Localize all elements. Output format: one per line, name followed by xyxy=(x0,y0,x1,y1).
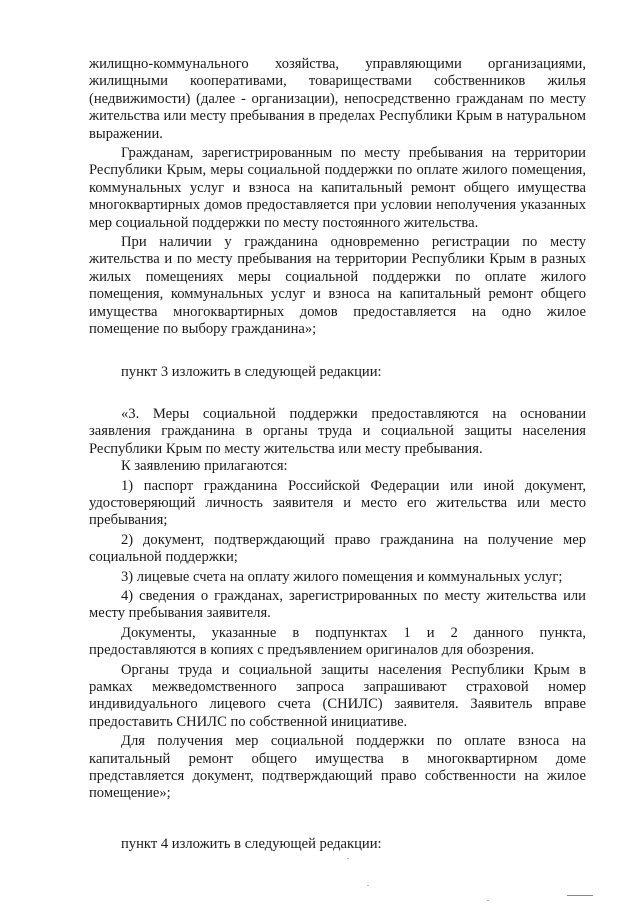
scan-artifact-line xyxy=(567,895,593,896)
paragraph-point-3-text: «3. Меры социальной поддержки предоставляются на основании заявления гражданина в органы труда и социальной защиты населения Республики Крым по месту жительства или месту пребывания. xyxy=(89,405,586,457)
paragraph-snils: Органы труда и социальной защиты населения Республики Крым в рамках межведомственного запроса запрашивают страховой номер индивидуального лицевого счета (СНИЛС) заявителя. Заявитель вправе предоставить СНИЛС по собственной инициативе. xyxy=(89,661,586,730)
paragraph-temporary-registration: Гражданам, зарегистрированным по месту пребывания на территории Республики Крым, меры социальной поддержки по оплате жилого помещения, коммунальных услуг и взноса на капитальный ремонт общего имущества многоквартирных домов предоставляется при условии неполучения указанных мер социальной поддержки по месту постоянного жительства. xyxy=(89,145,586,231)
scan-artifact-dot xyxy=(367,885,369,886)
scan-artifact-dot xyxy=(347,858,349,859)
list-item-passport: 1) паспорт гражданина Российской Федерации или иной документ, удостоверяющий личность заявителя и место его жительства или место пребывания; xyxy=(89,477,586,529)
list-item-entitlement-document: 2) документ, подтверждающий право гражданина на получение мер социальной поддержки; xyxy=(89,531,586,566)
scan-artifact-dot xyxy=(487,900,489,901)
paragraph-capital-repair: Для получения мер социальной поддержки по оплате взноса на капитальный ремонт общего имущества в многоквартирном доме представляется документ, подтверждающий право собственности на жилое помещение»; xyxy=(89,733,586,802)
document-body xyxy=(89,56,586,853)
list-item-personal-accounts: 3) лицевые счета на оплату жилого помещения и коммунальных услуг; xyxy=(121,568,563,585)
paragraph-point-4-instruction: пункт 4 изложить в следующей редакции: xyxy=(121,835,382,852)
list-item-registered-persons: 4) сведения о гражданах, зарегистрированных по месту жительства или месту пребывания заявителя. xyxy=(89,587,586,622)
paragraph-copies: Документы, указанные в подпунктах 1 и 2 данного пункта, предоставляются в копиях с предъявлением оригиналов для обозрения. xyxy=(89,624,586,659)
paragraph-attachments-heading: К заявлению прилагаются: xyxy=(121,458,288,475)
paragraph-dual-registration: При наличии у гражданина одновременно регистрации по месту жительства и по месту пребывания на территории Республики Крым в разных жилых помещениях меры социальной поддержки по оплате жилого помещения, коммунальных услуг и взноса на капитальный ремонт общего имущества многоквартирных домов предоставляется на одно жилое помещение по выбору гражданина»; xyxy=(89,234,586,338)
paragraph-organizations-continuation: жилищно-коммунального хозяйства, управляющими организациями, жилищными кооперативами, товариществами собственников жилья (недвижимости) (далее - организации), непосредственно гражданам по месту жительства или месту пребывания в пределах Республики Крым в натуральном выражении. xyxy=(89,56,586,142)
paragraph-point-3-instruction: пункт 3 изложить в следующей редакции: xyxy=(121,363,382,380)
